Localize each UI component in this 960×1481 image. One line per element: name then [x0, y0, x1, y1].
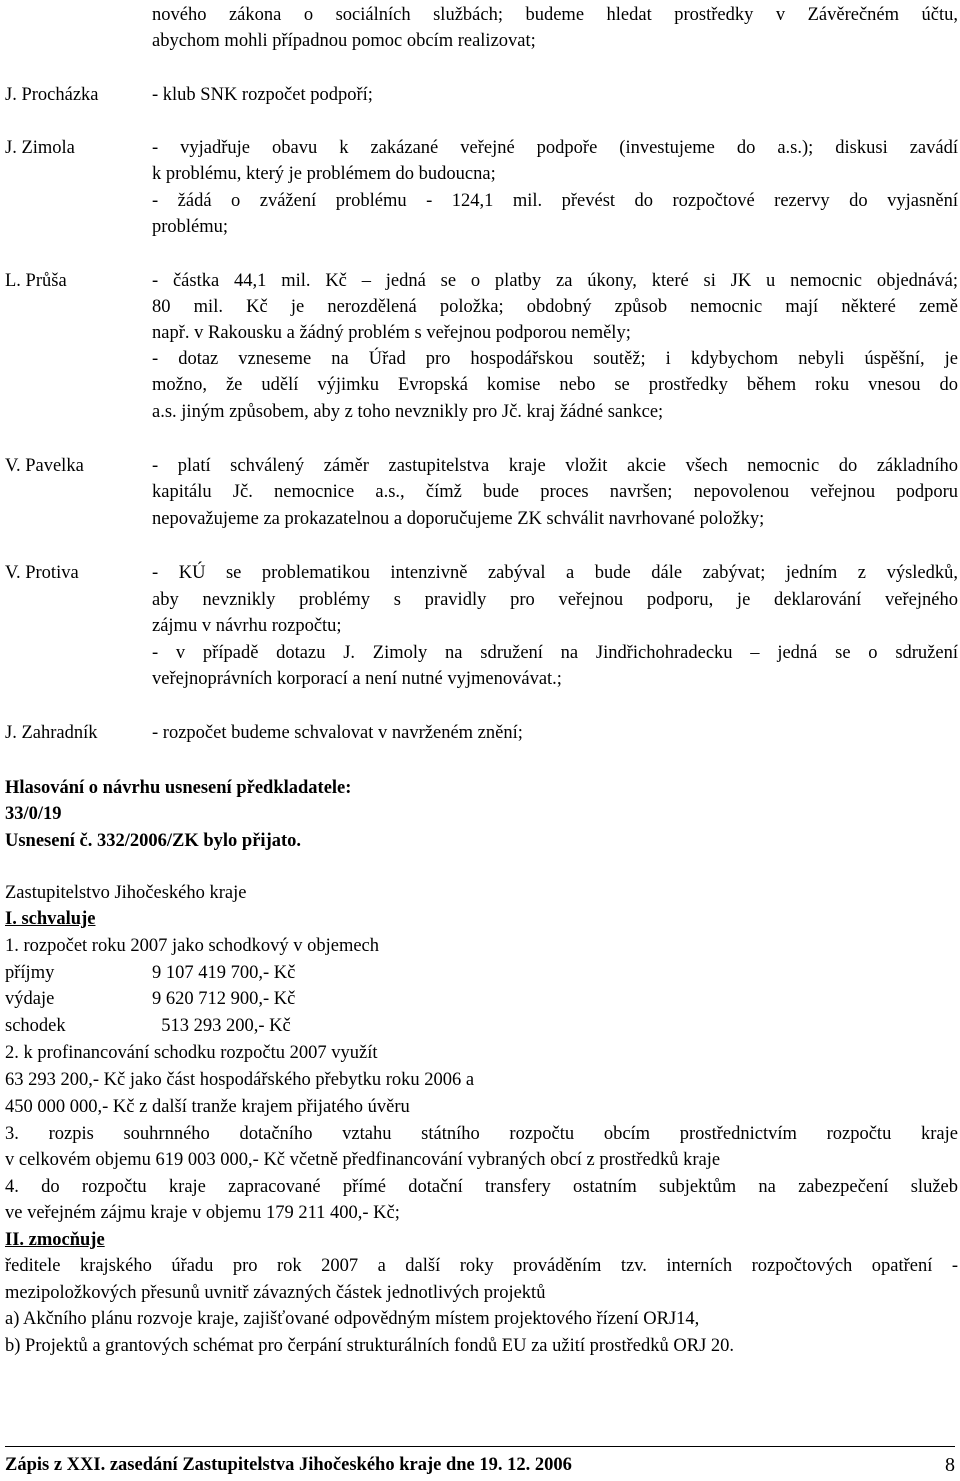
speaker-name: V. Pavelka [5, 456, 84, 476]
budget-row-amount: 513 293 200,- Kč [152, 1016, 291, 1036]
budget-row-label: příjmy [5, 963, 55, 983]
speaker-name: J. Zahradník [5, 723, 98, 743]
resolution-number: Usnesení č. 332/2006/ZK bylo přijato. [5, 831, 302, 851]
speaker-statement: např. v Rakousku a žádný problém s veřejnou podporou neměly; [152, 323, 631, 343]
budget-row-amount: 9 107 419 700,- Kč [152, 963, 296, 983]
section-title-mandates: II. zmocňuje [5, 1230, 105, 1250]
speaker-statement: - platí schválený záměr zastupitelstva kraje vložit akcie všech nemocnic do základního [152, 456, 958, 476]
budget-row-label: schodek [5, 1016, 66, 1036]
speaker-statement: - žádá o zvážení problému - 124,1 mil. převést do rozpočtové rezervy do vyjasnění [152, 191, 958, 211]
resolution-item: 2. k profinancování schodku rozpočtu 2007 využít [5, 1043, 378, 1063]
speaker-statement: aby nevznikly problémy s pravidly pro veřejnou podporu, je deklarování veřejného [152, 590, 958, 610]
speaker-statement: možno, že udělí výjimku Evropská komise nebo se prostředky během roku vnesou do [152, 375, 958, 395]
resolution-item: 63 293 200,- Kč jako část hospodářského přebytku roku 2006 a [5, 1070, 475, 1090]
speaker-statement: a.s. jiným způsobem, aby z toho nevznikly pro Jč. kraj žádné sankce; [152, 402, 664, 422]
resolution-item: 4. do rozpočtu kraje zapracované přímé dotační transfery ostatním subjektům na zabezpečení služeb [5, 1177, 958, 1197]
speaker-statement: - KÚ se problematikou intenzivně zabýval a bude dále zabývat; jedním z výsledků, [152, 563, 958, 583]
resolution-item: 1. rozpočet roku 2007 jako schodkový v objemech [5, 936, 380, 956]
discussion-text-line: nového zákona o sociálních službách; budeme hledat prostředky v Závěrečném účtu, [152, 5, 958, 25]
speaker-statement: - v případě dotazu J. Zimoly na sdružení na Jindřichohradecku – jedná se o sdružení [152, 643, 958, 663]
mandate-text: b) Projektů a grantových schémat pro čerpání strukturálních fondů EU za užití prostředků ORJ 20. [5, 1336, 735, 1356]
mandate-text: a) Akčního plánu rozvoje kraje, zajišťované odpovědným místem projektového řízení ORJ14, [5, 1309, 700, 1329]
speaker-statement: kapitálu Jč. nemocnice a.s., čímž bude proces navršen; nepovolenou veřejnou podporu [152, 482, 958, 502]
speaker-statement: problému; [152, 217, 229, 237]
speaker-statement: k problému, který je problémem do budoucna; [152, 164, 496, 184]
section-title-approves: I. schvaluje [5, 909, 96, 929]
speaker-statement: veřejnoprávních korporací a není nutné vyjmenovávat.; [152, 669, 562, 689]
vote-result: 33/0/19 [5, 804, 62, 824]
budget-row-label: výdaje [5, 989, 55, 1009]
resolution-item: ve veřejném zájmu kraje v objemu 179 211 400,- Kč; [5, 1203, 400, 1223]
speaker-name: L. Průša [5, 271, 67, 291]
resolution-body: Zastupitelstvo Jihočeského kraje [5, 883, 247, 903]
discussion-text-line: abychom mohli případnou pomoc obcím realizovat; [152, 31, 536, 51]
vote-heading: Hlasování o návrhu usnesení předkladatele: [5, 778, 352, 798]
resolution-item: 3. rozpis souhrnného dotačního vztahu státního rozpočtu obcím prostřednictvím rozpočtu kraje [5, 1124, 958, 1144]
speaker-name: V. Protiva [5, 563, 79, 583]
speaker-name: J. Procházka [5, 85, 99, 105]
resolution-item: v celkovém objemu 619 003 000,- Kč včetně předfinancování vybraných obcí z prostředků kraje [5, 1150, 721, 1170]
resolution-item: 450 000 000,- Kč z další tranže krajem přijatého úvěru [5, 1097, 410, 1117]
speaker-statement: - částka 44,1 mil. Kč – jedná se o platby za úkony, které si JK u nemocnic objednává; [152, 271, 958, 291]
budget-row-amount: 9 620 712 900,- Kč [152, 989, 296, 1009]
speaker-statement: zájmu v návrhu rozpočtu; [152, 616, 342, 636]
speaker-statement: - dotaz vzneseme na Úřad pro hospodářskou soutěž; i kdybychom nebyli úspěšní, je [152, 349, 958, 369]
speaker-statement: nepovažujeme za prokazatelnou a doporučujeme ZK schválit navrhované položky; [152, 509, 765, 529]
footer-title: Zápis z XXI. zasedání Zastupitelstva Jihočeského kraje dne 19. 12. 2006 [5, 1455, 572, 1475]
speaker-statement: - vyjadřuje obavu k zakázané veřejné podpoře (investujeme do a.s.); diskusi zavádí [152, 138, 958, 158]
mandate-text: ředitele krajského úřadu pro rok 2007 a další roky prováděním tzv. interních rozpočtových opatření - [5, 1256, 958, 1276]
footer-divider [5, 1446, 955, 1447]
speaker-statement: - rozpočet budeme schvalovat v navrženém znění; [152, 723, 523, 743]
speaker-statement: - klub SNK rozpočet podpoří; [152, 85, 373, 105]
speaker-name: J. Zimola [5, 138, 75, 158]
speaker-statement: 80 mil. Kč je nerozdělená položka; obdobný způsob nemocnic mají některé země [152, 297, 958, 317]
mandate-text: mezipoložkových přesunů uvnitř závazných částek jednotlivých projektů [5, 1283, 546, 1303]
page-number: 8 [945, 1454, 955, 1476]
